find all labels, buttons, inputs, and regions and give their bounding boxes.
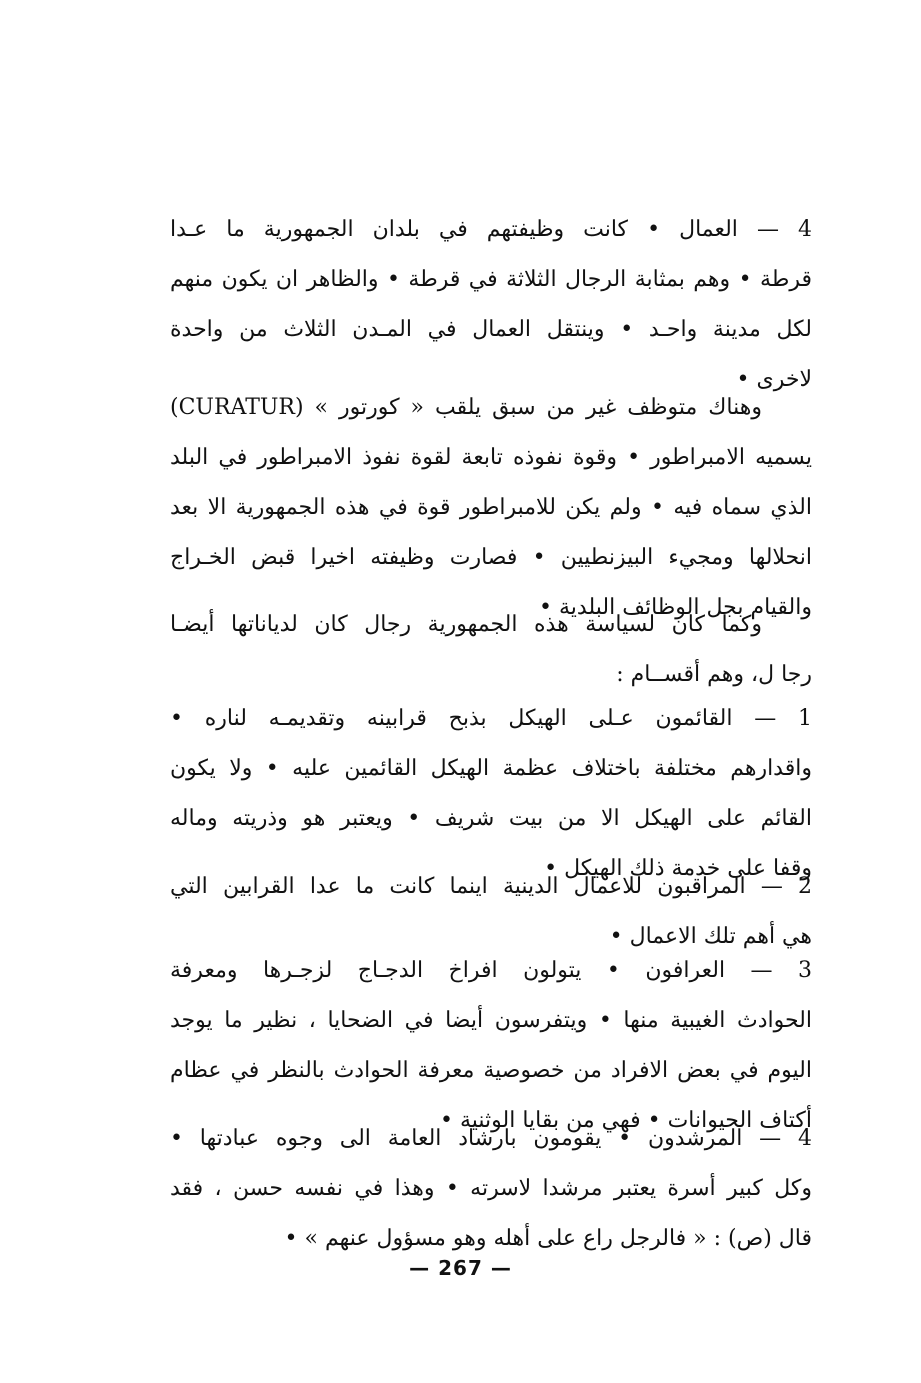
text-line: 2 — المراقبون للاعمال الدينية اينما كانت ما عدا القرابين التي [170,874,812,899]
text-line: وقفا على خدمة ذلك الهيكل • [544,856,812,881]
text-line: وكما كان لسياسة هذه الجمهورية رجال كان لدياناتها أيضـا [170,612,762,637]
paragraph-workers [170,205,812,405]
text-line: هي أهم تلك الاعمال • [609,924,812,949]
text-line: لكل مدينة واحـد • وينتقل العمال في المـدن الثلاث من واحدة [170,317,812,342]
text-line: الذي سماه فيه • ولم يكن للامبراطور قوة في هذه الجمهورية الا بعد [170,495,812,520]
text-line: القائم على الهيكل الا من بيت شريف • ويعتبر هو وذريته وماله [170,806,812,831]
text-line: 1 — القائمون عـلى الهيكل بذبح قرابينه وتقديمـه لناره • [170,706,812,731]
paragraph-curator [170,383,812,633]
paragraph-item-4 [170,1114,812,1264]
text-line: انحلالها ومجيء البيزنطيين • فصارت وظيفته اخيرا قبض الخـراج [170,545,812,570]
text-line: لاخرى • [736,367,812,392]
text-line: وهناك متوظف غير من سبق يلقب « كورتور » (CURATUR) [170,395,762,420]
text-line: وكل كبير أسرة يعتبر مرشدا لاسرته • وهذا في نفسه حسن ، فقد [170,1176,812,1201]
text-line: اليوم في بعض الافراد من خصوصية معرفة الحوادث بالنظر في عظام [170,1058,812,1083]
text-line: قرطة • وهم بمثابة الرجال الثلاثة في قرطة • والظاهر ان يكون منهم [170,267,812,292]
text-line: واقدارهم مختلفة باختلاف عظمة الهيكل القائمين عليه • ولا يكون [170,756,812,781]
page-number: — 267 — [409,1256,512,1280]
text-line: 4 — العمال • كانت وظيفتهم في بلدان الجمهورية ما عـدا [170,217,812,242]
text-line: رجا ل، وهم أقســام : [616,662,812,687]
text-line: 3 — العرافون • يتولون افراخ الدجـاج لزجـرها ومعرفة [170,958,812,983]
text-line: أكتاف الحيوانات • فهي من بقايا الوثنية • [440,1108,812,1133]
paragraph-religion-intro [170,600,812,700]
text-line: والقيام بجل الوظائف البلدية • [539,595,812,620]
text-line: قال (ص) : « فالرجل راع على أهله وهو مسؤول عنهم » • [284,1226,812,1251]
text-line: يسميه الامبراطور • وقوة نفوذه تابعة لقوة نفوذ الامبراطور في البلد [170,445,812,470]
text-line: 4 — المرشدون • يقومون بارشاد العامة الى وجوه عبادتها • [170,1126,812,1151]
text-line: الحوادث الغيبية منها • ويتفرسون أيضا في الضحايا ، نظير ما يوجد [170,1008,812,1033]
